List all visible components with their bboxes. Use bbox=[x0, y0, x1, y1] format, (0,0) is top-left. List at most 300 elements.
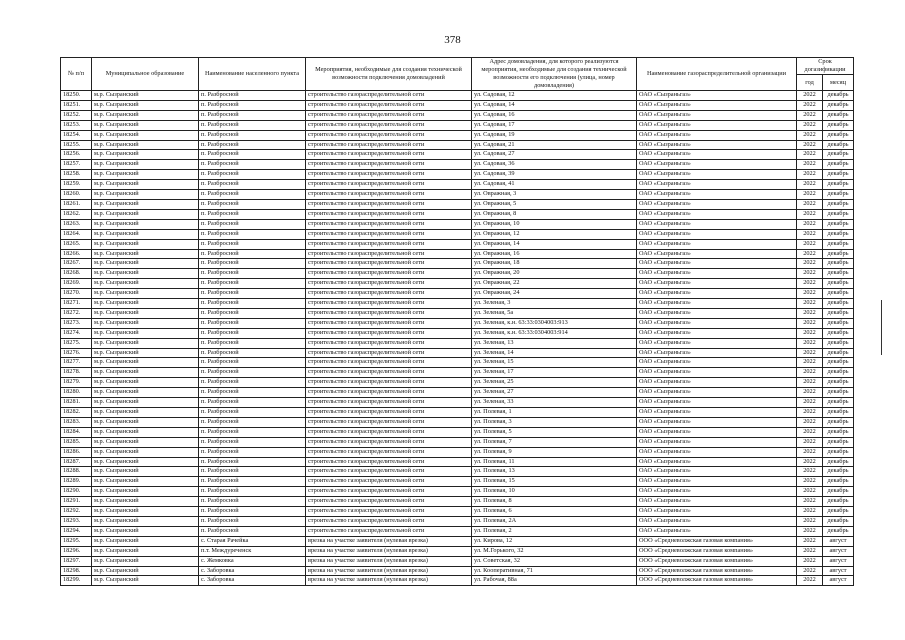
row-month: декабрь bbox=[823, 398, 854, 408]
row-organization: ОАО «Сызраньгаз» bbox=[637, 318, 797, 328]
row-settlement: п. Разбросной bbox=[199, 408, 306, 418]
table-row bbox=[61, 368, 854, 378]
row-number: 18265. bbox=[61, 239, 92, 249]
row-municipality: м.р. Сызранский bbox=[92, 417, 199, 427]
table-row bbox=[61, 516, 854, 526]
row-measure: строительство газораспределительной сети bbox=[306, 180, 472, 190]
row-address: ул. Садовая, 27 bbox=[472, 150, 637, 160]
row-address: ул. Садовая, 14 bbox=[472, 100, 637, 110]
row-month: декабрь bbox=[823, 289, 854, 299]
row-month: декабрь bbox=[823, 447, 854, 457]
row-measure: строительство газораспределительной сети bbox=[306, 378, 472, 388]
row-settlement: с. Заборовка bbox=[199, 566, 306, 576]
table-row bbox=[61, 150, 854, 160]
row-number: 18285. bbox=[61, 437, 92, 447]
row-number: 18264. bbox=[61, 229, 92, 239]
row-address: ул. Полевая, 5 bbox=[472, 427, 637, 437]
table-row bbox=[61, 556, 854, 566]
row-address: ул. Полевая, 6 bbox=[472, 507, 637, 517]
row-measure: строительство газораспределительной сети bbox=[306, 239, 472, 249]
row-organization: ОАО «Сызраньгаз» bbox=[637, 120, 797, 130]
row-measure: строительство газораспределительной сети bbox=[306, 487, 472, 497]
row-settlement: п. Разбросной bbox=[199, 487, 306, 497]
row-number: 18256. bbox=[61, 150, 92, 160]
row-year: 2022 bbox=[797, 408, 823, 418]
row-organization: ОАО «Сызраньгаз» bbox=[637, 219, 797, 229]
row-month: декабрь bbox=[823, 140, 854, 150]
table-row bbox=[61, 120, 854, 130]
row-year: 2022 bbox=[797, 140, 823, 150]
row-number: 18275. bbox=[61, 338, 92, 348]
table-row bbox=[61, 566, 854, 576]
row-month: декабрь bbox=[823, 457, 854, 467]
row-municipality: м.р. Сызранский bbox=[92, 209, 199, 219]
row-month: декабрь bbox=[823, 328, 854, 338]
row-organization: ОАО «Сызраньгаз» bbox=[637, 130, 797, 140]
row-organization: ОАО «Сызраньгаз» bbox=[637, 190, 797, 200]
table-row bbox=[61, 180, 854, 190]
row-organization: ОАО «Сызраньгаз» bbox=[637, 507, 797, 517]
row-settlement: п. Разбросной bbox=[199, 417, 306, 427]
row-organization: ОАО «Сызраньгаз» bbox=[637, 279, 797, 289]
row-address: ул. Овражная, 10 bbox=[472, 219, 637, 229]
row-municipality: м.р. Сызранский bbox=[92, 576, 199, 586]
row-month: декабрь bbox=[823, 526, 854, 536]
table-row bbox=[61, 140, 854, 150]
row-number: 18292. bbox=[61, 507, 92, 517]
row-number: 18252. bbox=[61, 110, 92, 120]
row-month: декабрь bbox=[823, 150, 854, 160]
row-measure: врезка на участке заявителя (нулевая врезка) bbox=[306, 566, 472, 576]
row-month: декабрь bbox=[823, 378, 854, 388]
row-organization: ОАО «Сызраньгаз» bbox=[637, 328, 797, 338]
row-municipality: м.р. Сызранский bbox=[92, 338, 199, 348]
table-row bbox=[61, 110, 854, 120]
row-month: декабрь bbox=[823, 180, 854, 190]
row-address: ул. Садовая, 39 bbox=[472, 170, 637, 180]
row-year: 2022 bbox=[797, 239, 823, 249]
row-year: 2022 bbox=[797, 180, 823, 190]
header-deadline: Срок догазификации bbox=[797, 58, 854, 75]
table-row bbox=[61, 269, 854, 279]
row-measure: строительство газораспределительной сети bbox=[306, 308, 472, 318]
row-measure: строительство газораспределительной сети bbox=[306, 279, 472, 289]
row-number: 18281. bbox=[61, 398, 92, 408]
row-number: 18263. bbox=[61, 219, 92, 229]
row-address: ул. М.Горького, 32 bbox=[472, 546, 637, 556]
row-organization: ОАО «Сызраньгаз» bbox=[637, 180, 797, 190]
row-municipality: м.р. Сызранский bbox=[92, 368, 199, 378]
row-address: ул. Овражная, 5 bbox=[472, 199, 637, 209]
row-municipality: м.р. Сызранский bbox=[92, 526, 199, 536]
table-row bbox=[61, 348, 854, 358]
row-month: декабрь bbox=[823, 249, 854, 259]
row-number: 18276. bbox=[61, 348, 92, 358]
row-measure: строительство газораспределительной сети bbox=[306, 358, 472, 368]
row-address: ул. Советская, 32 bbox=[472, 556, 637, 566]
row-number: 18289. bbox=[61, 477, 92, 487]
row-year: 2022 bbox=[797, 566, 823, 576]
row-measure: строительство газораспределительной сети bbox=[306, 199, 472, 209]
row-address: ул. Садовая, 21 bbox=[472, 140, 637, 150]
row-year: 2022 bbox=[797, 447, 823, 457]
row-number: 18257. bbox=[61, 160, 92, 170]
header-address: Адрес домовладения, для которого реализуются мероприятия, необходимые для создания технической возможности его подключения (улица, номер домовладения) bbox=[472, 58, 637, 91]
row-municipality: м.р. Сызранский bbox=[92, 239, 199, 249]
row-year: 2022 bbox=[797, 457, 823, 467]
row-number: 18283. bbox=[61, 417, 92, 427]
row-month: декабрь bbox=[823, 299, 854, 309]
row-measure: врезка на участке заявителя (нулевая врезка) bbox=[306, 556, 472, 566]
row-year: 2022 bbox=[797, 279, 823, 289]
row-municipality: м.р. Сызранский bbox=[92, 190, 199, 200]
row-organization: ООО «Средневолжская газовая компания» bbox=[637, 536, 797, 546]
row-month: декабрь bbox=[823, 437, 854, 447]
row-year: 2022 bbox=[797, 170, 823, 180]
row-settlement: п. Разбросной bbox=[199, 427, 306, 437]
row-month: декабрь bbox=[823, 91, 854, 101]
row-number: 18273. bbox=[61, 318, 92, 328]
row-number: 18261. bbox=[61, 199, 92, 209]
row-settlement: с. Жемковка bbox=[199, 556, 306, 566]
row-year: 2022 bbox=[797, 318, 823, 328]
row-measure: строительство газораспределительной сети bbox=[306, 526, 472, 536]
row-settlement: п. Разбросной bbox=[199, 457, 306, 467]
table-row bbox=[61, 160, 854, 170]
row-measure: строительство газораспределительной сети bbox=[306, 328, 472, 338]
row-organization: ОАО «Сызраньгаз» bbox=[637, 289, 797, 299]
row-municipality: м.р. Сызранский bbox=[92, 516, 199, 526]
row-measure: строительство газораспределительной сети bbox=[306, 170, 472, 180]
row-municipality: м.р. Сызранский bbox=[92, 110, 199, 120]
table-row bbox=[61, 209, 854, 219]
row-organization: ОАО «Сызраньгаз» bbox=[637, 209, 797, 219]
row-measure: строительство газораспределительной сети bbox=[306, 299, 472, 309]
row-address: ул. Полевая, 1 bbox=[472, 408, 637, 418]
row-measure: строительство газораспределительной сети bbox=[306, 190, 472, 200]
row-month: декабрь bbox=[823, 160, 854, 170]
row-municipality: м.р. Сызранский bbox=[92, 289, 199, 299]
row-organization: ОАО «Сызраньгаз» bbox=[637, 140, 797, 150]
header-measures: Мероприятия, необходимые для создания технической возможности подключения домовладений bbox=[306, 58, 472, 91]
row-address: ул. Полевая, 13 bbox=[472, 467, 637, 477]
table-row bbox=[61, 308, 854, 318]
row-address: ул. Садовая, 19 bbox=[472, 130, 637, 140]
row-municipality: м.р. Сызранский bbox=[92, 259, 199, 269]
row-settlement: п. Разбросной bbox=[199, 467, 306, 477]
row-municipality: м.р. Сызранский bbox=[92, 100, 199, 110]
row-settlement: п. Разбросной bbox=[199, 100, 306, 110]
row-municipality: м.р. Сызранский bbox=[92, 140, 199, 150]
row-municipality: м.р. Сызранский bbox=[92, 556, 199, 566]
row-month: декабрь bbox=[823, 388, 854, 398]
row-settlement: с. Заборовка bbox=[199, 576, 306, 586]
table-row bbox=[61, 457, 854, 467]
row-municipality: м.р. Сызранский bbox=[92, 120, 199, 130]
row-number: 18286. bbox=[61, 447, 92, 457]
row-municipality: м.р. Сызранский bbox=[92, 249, 199, 259]
row-settlement: п. Разбросной bbox=[199, 249, 306, 259]
row-organization: ОАО «Сызраньгаз» bbox=[637, 259, 797, 269]
row-organization: ОАО «Сызраньгаз» bbox=[637, 110, 797, 120]
row-settlement: п. Разбросной bbox=[199, 289, 306, 299]
row-measure: строительство газораспределительной сети bbox=[306, 110, 472, 120]
row-month: декабрь bbox=[823, 487, 854, 497]
row-measure: строительство газораспределительной сети bbox=[306, 437, 472, 447]
row-municipality: м.р. Сызранский bbox=[92, 536, 199, 546]
row-organization: ОАО «Сызраньгаз» bbox=[637, 408, 797, 418]
row-measure: строительство газораспределительной сети bbox=[306, 516, 472, 526]
row-month: декабрь bbox=[823, 190, 854, 200]
table-row bbox=[61, 199, 854, 209]
row-municipality: м.р. Сызранский bbox=[92, 546, 199, 556]
row-number: 18299. bbox=[61, 576, 92, 586]
row-number: 18268. bbox=[61, 269, 92, 279]
row-month: декабрь bbox=[823, 497, 854, 507]
row-address: ул. Зеленая, к.н. 63:33:0304003:913 bbox=[472, 318, 637, 328]
table-row bbox=[61, 259, 854, 269]
row-organization: ОАО «Сызраньгаз» bbox=[637, 388, 797, 398]
row-settlement: п. Разбросной bbox=[199, 170, 306, 180]
row-address: ул. Полевая, 10 bbox=[472, 487, 637, 497]
row-year: 2022 bbox=[797, 378, 823, 388]
row-municipality: м.р. Сызранский bbox=[92, 398, 199, 408]
row-measure: строительство газораспределительной сети bbox=[306, 388, 472, 398]
row-organization: ОАО «Сызраньгаз» bbox=[637, 378, 797, 388]
row-organization: ООО «Средневолжская газовая компания» bbox=[637, 556, 797, 566]
row-settlement: п. Разбросной bbox=[199, 180, 306, 190]
table-row bbox=[61, 408, 854, 418]
row-month: декабрь bbox=[823, 477, 854, 487]
row-address: ул. Овражная, 12 bbox=[472, 229, 637, 239]
row-measure: строительство газораспределительной сети bbox=[306, 398, 472, 408]
row-settlement: п. Разбросной bbox=[199, 318, 306, 328]
row-year: 2022 bbox=[797, 249, 823, 259]
page-number: 378 bbox=[444, 34, 461, 46]
row-organization: ОАО «Сызраньгаз» bbox=[637, 526, 797, 536]
row-settlement: п. Разбросной bbox=[199, 516, 306, 526]
row-address: ул. Овражная, 22 bbox=[472, 279, 637, 289]
row-municipality: м.р. Сызранский bbox=[92, 150, 199, 160]
row-number: 18295. bbox=[61, 536, 92, 546]
row-year: 2022 bbox=[797, 308, 823, 318]
row-measure: строительство газораспределительной сети bbox=[306, 120, 472, 130]
table-header bbox=[61, 58, 854, 91]
row-settlement: п. Разбросной bbox=[199, 497, 306, 507]
row-settlement: п. Разбросной bbox=[199, 269, 306, 279]
row-number: 18280. bbox=[61, 388, 92, 398]
header-month: месяц bbox=[823, 75, 854, 91]
row-month: декабрь bbox=[823, 110, 854, 120]
row-settlement: п. Разбросной bbox=[199, 209, 306, 219]
row-organization: ОАО «Сызраньгаз» bbox=[637, 269, 797, 279]
row-number: 18288. bbox=[61, 467, 92, 477]
table-row bbox=[61, 398, 854, 408]
row-year: 2022 bbox=[797, 199, 823, 209]
row-year: 2022 bbox=[797, 190, 823, 200]
row-number: 18297. bbox=[61, 556, 92, 566]
row-organization: ОАО «Сызраньгаз» bbox=[637, 199, 797, 209]
row-number: 18274. bbox=[61, 328, 92, 338]
row-year: 2022 bbox=[797, 477, 823, 487]
row-measure: строительство газораспределительной сети bbox=[306, 457, 472, 467]
row-measure: строительство газораспределительной сети bbox=[306, 289, 472, 299]
row-municipality: м.р. Сызранский bbox=[92, 219, 199, 229]
row-number: 18266. bbox=[61, 249, 92, 259]
row-month: декабрь bbox=[823, 130, 854, 140]
gasification-table bbox=[60, 57, 854, 586]
row-measure: строительство газораспределительной сети bbox=[306, 140, 472, 150]
row-measure: врезка на участке заявителя (нулевая врезка) bbox=[306, 546, 472, 556]
row-address: ул. Овражная, 18 bbox=[472, 259, 637, 269]
table-row bbox=[61, 338, 854, 348]
table-row bbox=[61, 358, 854, 368]
row-year: 2022 bbox=[797, 91, 823, 101]
row-address: ул. Зеленая, 3 bbox=[472, 299, 637, 309]
row-measure: строительство газораспределительной сети bbox=[306, 427, 472, 437]
table-row bbox=[61, 328, 854, 338]
row-year: 2022 bbox=[797, 289, 823, 299]
table-row bbox=[61, 299, 854, 309]
row-settlement: п. Разбросной bbox=[199, 239, 306, 249]
table-row bbox=[61, 318, 854, 328]
row-year: 2022 bbox=[797, 110, 823, 120]
row-settlement: п. Разбросной bbox=[199, 308, 306, 318]
row-year: 2022 bbox=[797, 219, 823, 229]
row-address: ул. Зеленая, 25 bbox=[472, 378, 637, 388]
table-row bbox=[61, 497, 854, 507]
row-year: 2022 bbox=[797, 507, 823, 517]
row-settlement: п. Разбросной bbox=[199, 229, 306, 239]
row-month: август bbox=[823, 546, 854, 556]
row-address: ул. Зеленая, 14 bbox=[472, 348, 637, 358]
row-year: 2022 bbox=[797, 437, 823, 447]
row-number: 18278. bbox=[61, 368, 92, 378]
row-settlement: п. Разбросной bbox=[199, 120, 306, 130]
row-municipality: м.р. Сызранский bbox=[92, 91, 199, 101]
row-organization: ОАО «Сызраньгаз» bbox=[637, 100, 797, 110]
row-municipality: м.р. Сызранский bbox=[92, 170, 199, 180]
row-number: 18259. bbox=[61, 180, 92, 190]
row-measure: строительство газораспределительной сети bbox=[306, 219, 472, 229]
row-organization: ОАО «Сызраньгаз» bbox=[637, 368, 797, 378]
row-settlement: п. Разбросной bbox=[199, 150, 306, 160]
table-row bbox=[61, 170, 854, 180]
row-address: ул. Полевая, 2 bbox=[472, 526, 637, 536]
row-address: ул. Овражная, 20 bbox=[472, 269, 637, 279]
row-year: 2022 bbox=[797, 487, 823, 497]
row-address: ул. Овражная, 24 bbox=[472, 289, 637, 299]
row-settlement: п. Разбросной bbox=[199, 199, 306, 209]
row-municipality: м.р. Сызранский bbox=[92, 487, 199, 497]
row-address: ул. Зеленая, 33 bbox=[472, 398, 637, 408]
table-row bbox=[61, 546, 854, 556]
row-address: ул. Овражная, 16 bbox=[472, 249, 637, 259]
row-municipality: м.р. Сызранский bbox=[92, 299, 199, 309]
row-measure: строительство газораспределительной сети bbox=[306, 338, 472, 348]
row-organization: ОАО «Сызраньгаз» bbox=[637, 427, 797, 437]
row-settlement: п. Разбросной bbox=[199, 378, 306, 388]
row-organization: ОАО «Сызраньгаз» bbox=[637, 299, 797, 309]
row-number: 18291. bbox=[61, 497, 92, 507]
row-number: 18279. bbox=[61, 378, 92, 388]
row-organization: ОАО «Сызраньгаз» bbox=[637, 516, 797, 526]
row-year: 2022 bbox=[797, 120, 823, 130]
row-municipality: м.р. Сызранский bbox=[92, 328, 199, 338]
row-organization: ОАО «Сызраньгаз» bbox=[637, 91, 797, 101]
row-month: август bbox=[823, 536, 854, 546]
row-settlement: п. Разбросной bbox=[199, 398, 306, 408]
row-address: ул. Полевая, 11 bbox=[472, 457, 637, 467]
row-number: 18267. bbox=[61, 259, 92, 269]
row-settlement: п. Разбросной bbox=[199, 160, 306, 170]
row-number: 18269. bbox=[61, 279, 92, 289]
row-year: 2022 bbox=[797, 150, 823, 160]
row-settlement: п. Разбросной bbox=[199, 348, 306, 358]
row-organization: ОАО «Сызраньгаз» bbox=[637, 348, 797, 358]
row-settlement: п.т. Междуреченск bbox=[199, 546, 306, 556]
row-year: 2022 bbox=[797, 536, 823, 546]
row-month: декабрь bbox=[823, 507, 854, 517]
row-settlement: п. Разбросной bbox=[199, 447, 306, 457]
row-address: ул. Садовая, 36 bbox=[472, 160, 637, 170]
row-settlement: п. Разбросной bbox=[199, 437, 306, 447]
row-month: август bbox=[823, 566, 854, 576]
row-measure: строительство газораспределительной сети bbox=[306, 259, 472, 269]
row-address: ул. Полевая, 9 bbox=[472, 447, 637, 457]
table-row bbox=[61, 507, 854, 517]
row-municipality: м.р. Сызранский bbox=[92, 130, 199, 140]
row-address: ул. Кирова, 12 bbox=[472, 536, 637, 546]
row-year: 2022 bbox=[797, 427, 823, 437]
row-year: 2022 bbox=[797, 269, 823, 279]
header-organization: Наименование газораспределительной организации bbox=[637, 58, 797, 91]
table-row bbox=[61, 427, 854, 437]
row-year: 2022 bbox=[797, 259, 823, 269]
row-year: 2022 bbox=[797, 467, 823, 477]
row-address: ул. Полевая, 3 bbox=[472, 417, 637, 427]
row-month: декабрь bbox=[823, 516, 854, 526]
row-municipality: м.р. Сызранский bbox=[92, 497, 199, 507]
row-month: декабрь bbox=[823, 467, 854, 477]
row-organization: ОАО «Сызраньгаз» bbox=[637, 447, 797, 457]
row-organization: ОАО «Сызраньгаз» bbox=[637, 239, 797, 249]
row-organization: ОАО «Сызраньгаз» bbox=[637, 338, 797, 348]
row-year: 2022 bbox=[797, 209, 823, 219]
row-organization: ООО «Средневолжская газовая компания» bbox=[637, 566, 797, 576]
row-organization: ОАО «Сызраньгаз» bbox=[637, 150, 797, 160]
table-row bbox=[61, 249, 854, 259]
row-year: 2022 bbox=[797, 516, 823, 526]
row-year: 2022 bbox=[797, 526, 823, 536]
row-measure: строительство газораспределительной сети bbox=[306, 348, 472, 358]
row-organization: ОАО «Сызраньгаз» bbox=[637, 398, 797, 408]
row-address: ул. Садовая, 41 bbox=[472, 180, 637, 190]
row-measure: строительство газораспределительной сети bbox=[306, 209, 472, 219]
row-address: ул. Овражная, 8 bbox=[472, 209, 637, 219]
row-month: декабрь bbox=[823, 368, 854, 378]
row-municipality: м.р. Сызранский bbox=[92, 566, 199, 576]
table-row bbox=[61, 447, 854, 457]
row-settlement: п. Разбросной bbox=[199, 526, 306, 536]
row-address: ул. Зеленая, 17 bbox=[472, 368, 637, 378]
table-row bbox=[61, 526, 854, 536]
table-row bbox=[61, 417, 854, 427]
row-number: 18284. bbox=[61, 427, 92, 437]
row-measure: строительство газораспределительной сети bbox=[306, 130, 472, 140]
row-settlement: п. Разбросной bbox=[199, 110, 306, 120]
row-settlement: с. Старая Рачейка bbox=[199, 536, 306, 546]
